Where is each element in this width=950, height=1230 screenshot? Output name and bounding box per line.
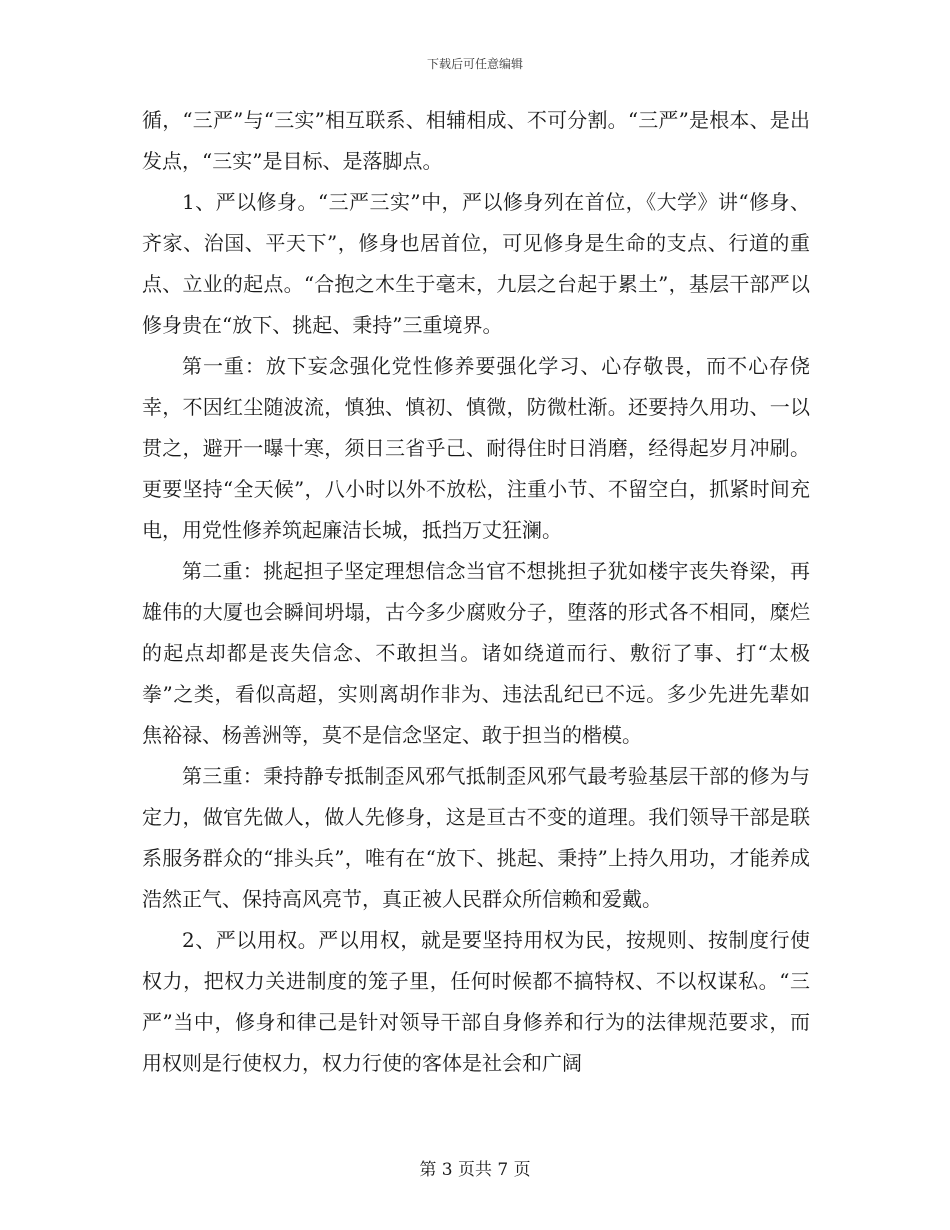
paragraph-2: 1、严以修身。“三严三实”中，严以修身列在首位，《大学》讲“修身、齐家、治国、平天下”，修身也居首位，可见修身是生命的支点、行道的重点、立业的起点。“合抱之木生于毫末，九层之台起于累土”，基层干部严以修身贵在“放下、挑起、秉持”三重境界。 (142, 190, 810, 337)
paragraph-1: 循，“三严”与“三实”相互联系、相辅相成、不可分割。“三严”是根本、是出发点，“三实”是目标、是落脚点。 (142, 108, 810, 173)
paragraph-4: 第二重：挑起担子坚定理想信念当官不想挑担子犹如楼宇丧失脊梁，再雄伟的大厦也会瞬间坍塌，古今多少腐败分子，堕落的形式各不相同，糜烂的起点却都是丧失信念、不敢担当。诸如绕道而行、敷衍了事、打“太极拳”之类，看似高超，实则离胡作非为、违法乱纪已不远。多少先进先辈如焦裕禄、杨善洲等，莫不是信念坚定、敢于担当的楷模。 (142, 559, 810, 747)
page-header-note: 下载后可任意编辑 (426, 57, 523, 71)
document-body (142, 100, 810, 1084)
paragraph-3: 第一重：放下妄念强化党性修养要强化学习、心存敬畏，而不心存侥幸，不因红尘随波流，慎独、慎初、慎微，防微杜渐。还要持久用功、一以贯之，避开一曝十寒，须日三省乎己、耐得住时日消磨，经得起岁月冲刷。更要坚持“全天候”，八小时以外不放松，注重小节、不留空白，抓紧时间充电，用党性修养筑起廉洁长城，抵挡万丈狂澜。 (142, 354, 810, 542)
paragraph-6: 2、严以用权。严以用权，就是要坚持用权为民，按规则、按制度行使权力，把权力关进制度的笼子里，任何时候都不搞特权、不以权谋私。“三严”当中，修身和律己是针对领导干部自身修养和行为的法律规范要求，而用权则是行使权力，权力行使的客体是社会和广阔 (142, 928, 810, 1075)
paragraph-5: 第三重：秉持静专抵制歪风邪气抵制歪风邪气最考验基层干部的修为与定力，做官先做人，做人先修身，这是亘古不变的道理。我们领导干部是联系服务群众的“排头兵”，唯有在“放下、挑起、秉持”上持久用功，才能养成浩然正气、保持高风亮节，真正被人民群众所信赖和爱戴。 (142, 764, 810, 911)
page-number-footer: 第 3 页共 7 页 (419, 1160, 531, 1180)
